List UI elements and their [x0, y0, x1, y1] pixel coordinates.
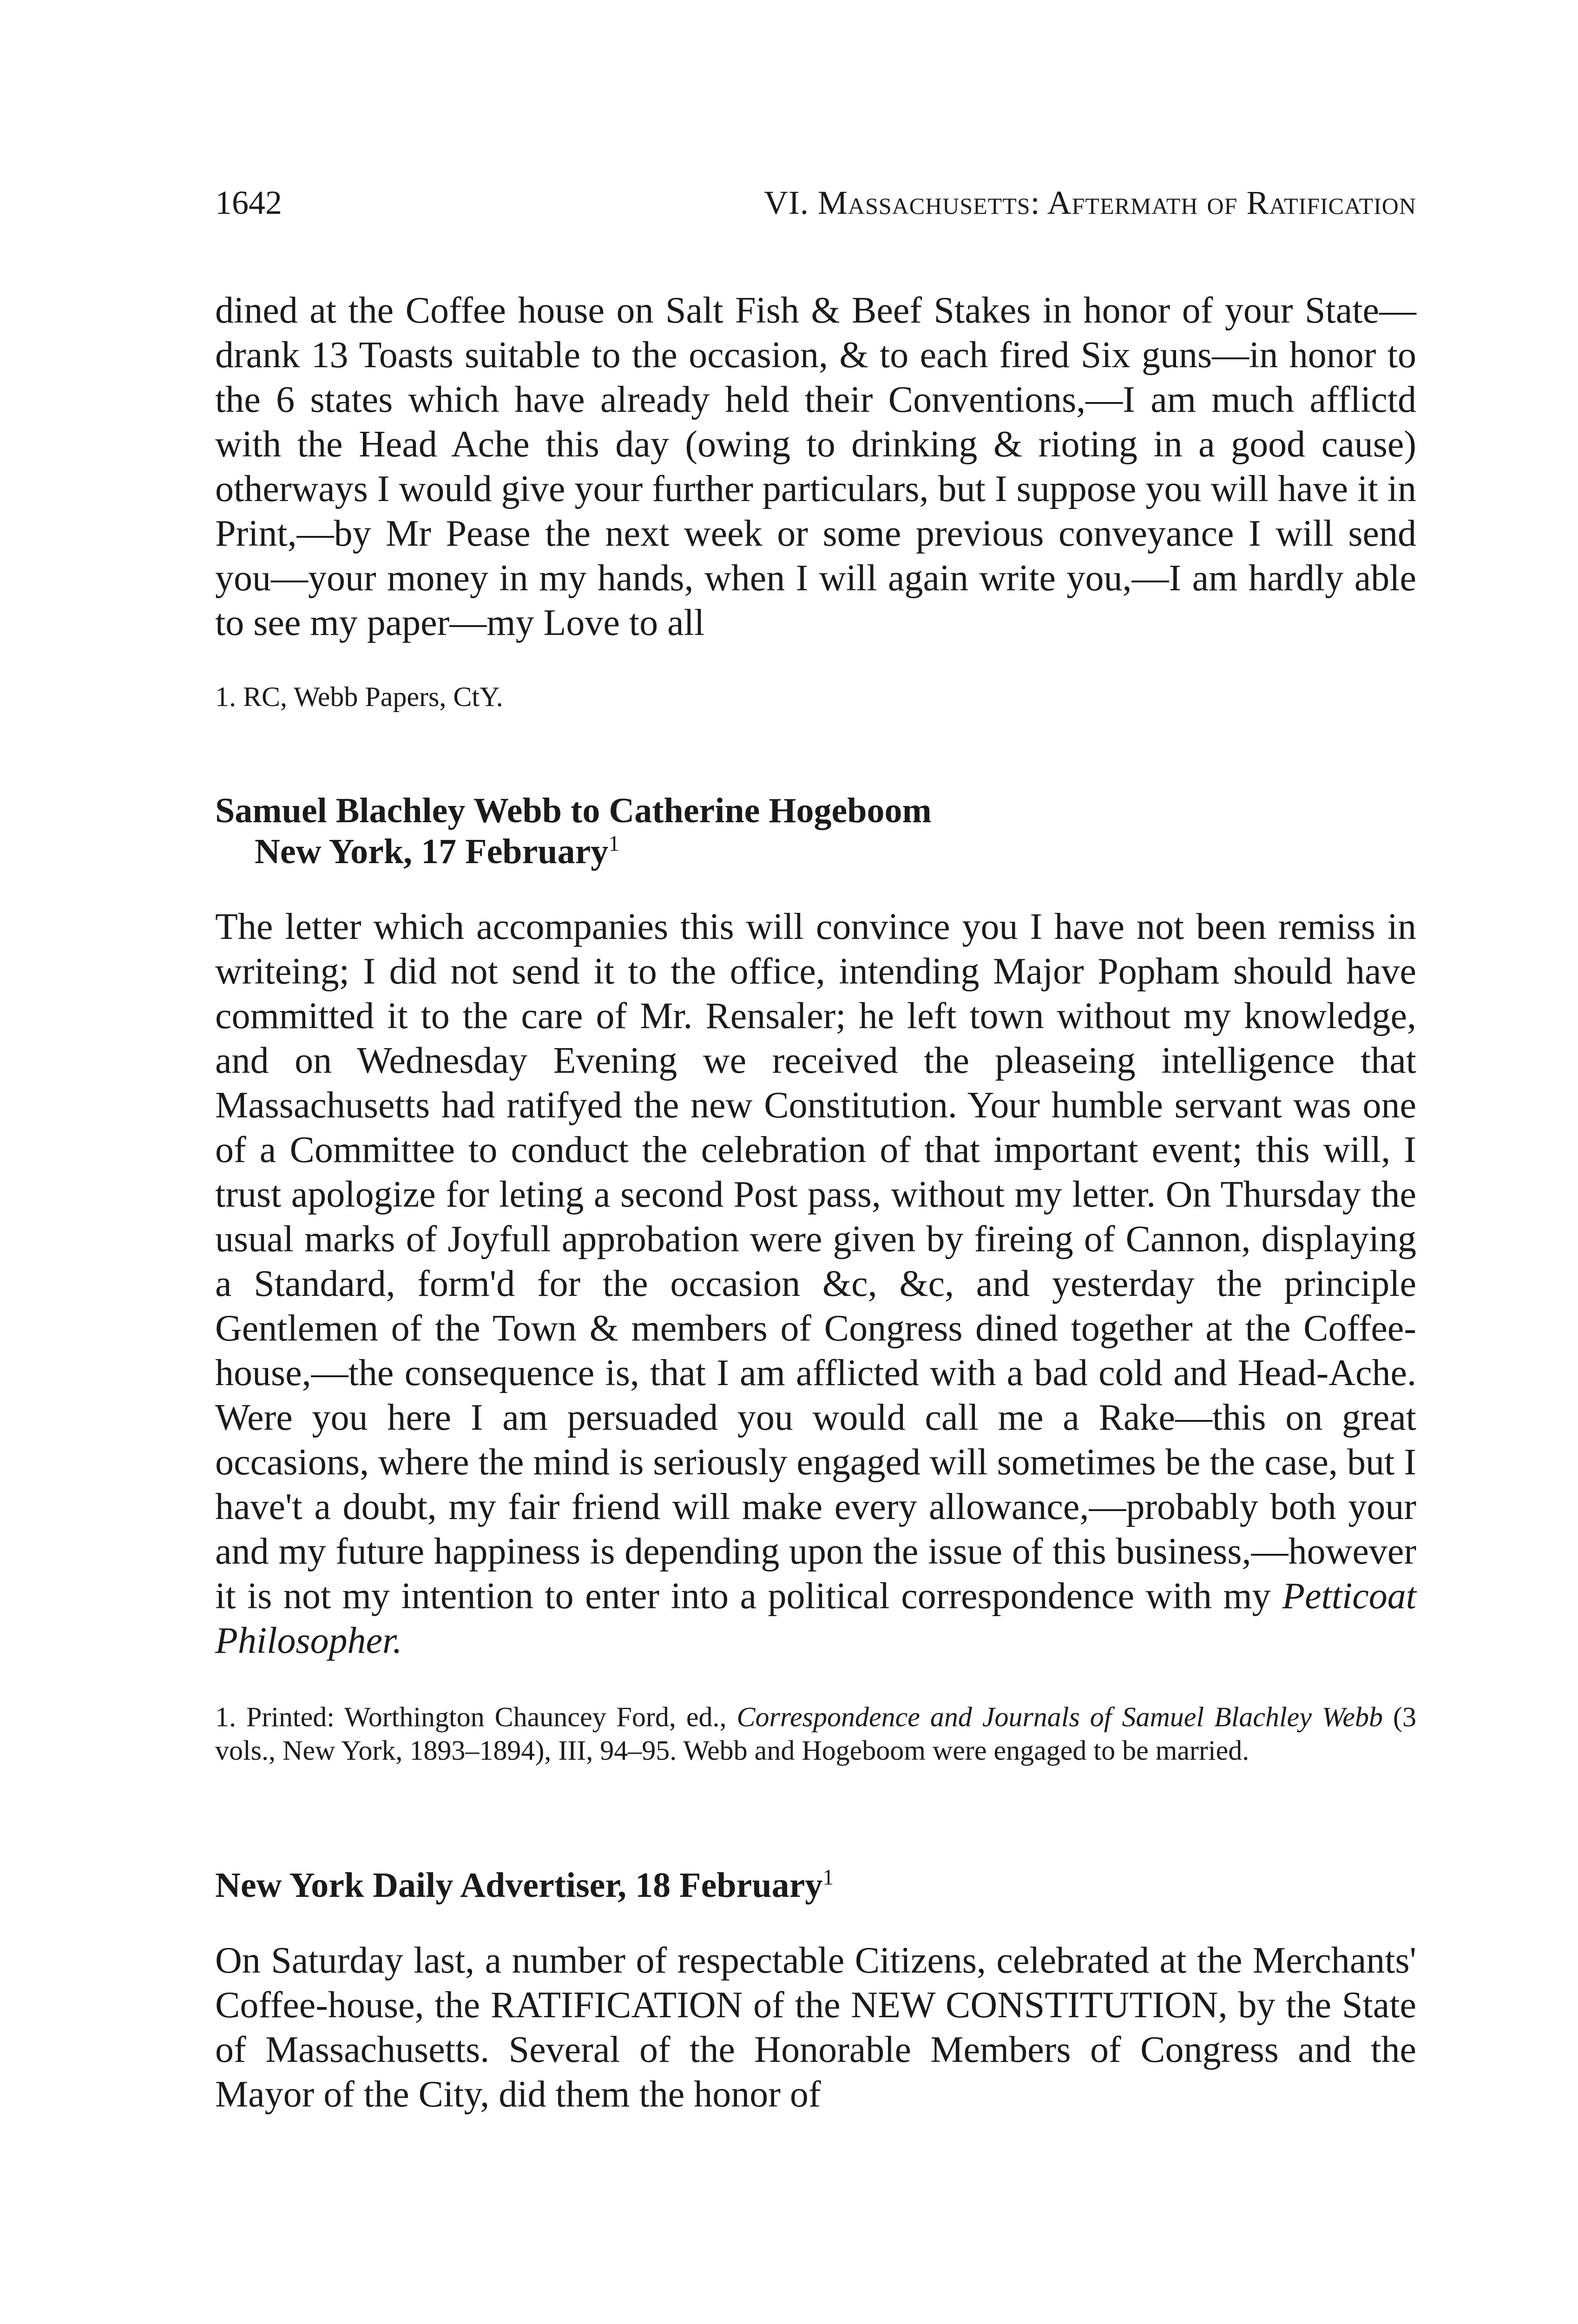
letter-2-footnote — [215, 1700, 1416, 1767]
letter-2-text-italic: Petticoat Philosopher. — [215, 1576, 1416, 1661]
page-number: 1642 — [215, 184, 282, 221]
letter-2-text-main: The letter which accompanies this will convince you I have not been remiss in writeing; I did not send it to the office, intending Major Popham should have committed it to the care of Mr. Rensaler; he left town without my knowledge, and on Wednesday Evening we received the pleaseing intelligence that Massachusetts had ratifyed the new Constitution. Your humble servant was one of a Committee to conduct the celebration of that important event; this will, I trust apologize for leting a second Post pass, without my letter. On Thursday the usual marks of Joyfull approbation were given by fireing of Cannon, displaying a Standard, form'd for the occasion &c, &c, and yesterday the principle Gentlemen of the Town & members of Congress dined together at the Coffee-house,—the consequence is, that I am afflicted with a bad cold and Head-Ache. Were you here I am persuaded you would call me a Rake—this on great occasions, where the mind is seriously engaged will sometimes be the case, but I have't a doubt, my fair friend will make every allowance,—probably both your and my future happiness is depending upon the issue of this business,—however it is not my intention to enter into a political correspondence with my — [215, 906, 1416, 1617]
letter-3-body — [215, 1938, 1416, 2117]
letter-3-heading-title: New York Daily Advertiser, 18 February — [215, 1866, 823, 1905]
letter-2-footnote-mark: 1 — [608, 831, 620, 856]
letter-2-footnote-italic: Correspondence and Journals of Samuel Blachley Webb — [736, 1702, 1383, 1732]
letter-3-text: On Saturday last, a number of respectable Citizens, celebrated at the Merchants' Coffee-house, the RATIFICATION of the NEW CONSTITUTION, by the State of Massachusetts. Several of the Honorable Members of Congress and the Mayor of the City, did them the honor of — [215, 1940, 1416, 2115]
running-head — [215, 186, 1416, 228]
section-title: VI. Massachusetts: Aftermath of Ratification — [763, 184, 1416, 221]
letter-2-footnote-suffix: (3 vols., New York, 1893–1894), III, 94–95. Webb and Hogeboom were engaged to be married. — [215, 1702, 1416, 1766]
letter-3-footnote-mark: 1 — [822, 1865, 834, 1890]
letter-2-footnote-prefix: 1. Printed: Worthington Chauncey Ford, ed., — [215, 1702, 737, 1732]
document-page — [215, 186, 1416, 2117]
letter-1-footnote-text: 1. RC, Webb Papers, CtY. — [215, 681, 503, 712]
letter-2-heading-line-2 — [215, 831, 1416, 872]
letter-3-heading — [215, 1865, 1416, 1906]
letter-2-heading-line-1 — [215, 790, 1416, 831]
letter-1-body — [215, 288, 1416, 645]
letter-2-text — [215, 906, 1416, 1661]
letter-2-body — [215, 905, 1416, 1663]
letter-1-footnote — [215, 680, 1416, 713]
letter-2-heading-place-date: New York, 17 February — [255, 832, 609, 871]
letter-1-text: dined at the Coffee house on Salt Fish & Beef Stakes in honor of your State—drank 13 Toasts suitable to the occasion, & to each fired Six guns—in honor to the 6 states which have already held their Conventions,—I am much afflictd with the Head Ache this day (owing to drinking & rioting in a good cause) otherways I would give your further particulars, but I suppose you will have it in Print,—by Mr Pease the next week or some previous conveyance I will send you—your money in my hands, when I will again write you,—I am hardly able to see my paper—my Love to all — [215, 290, 1416, 643]
letter-2-heading-title: Samuel Blachley Webb to Catherine Hogeboom — [215, 791, 932, 830]
letter-2-footnote-text — [215, 1702, 1416, 1766]
